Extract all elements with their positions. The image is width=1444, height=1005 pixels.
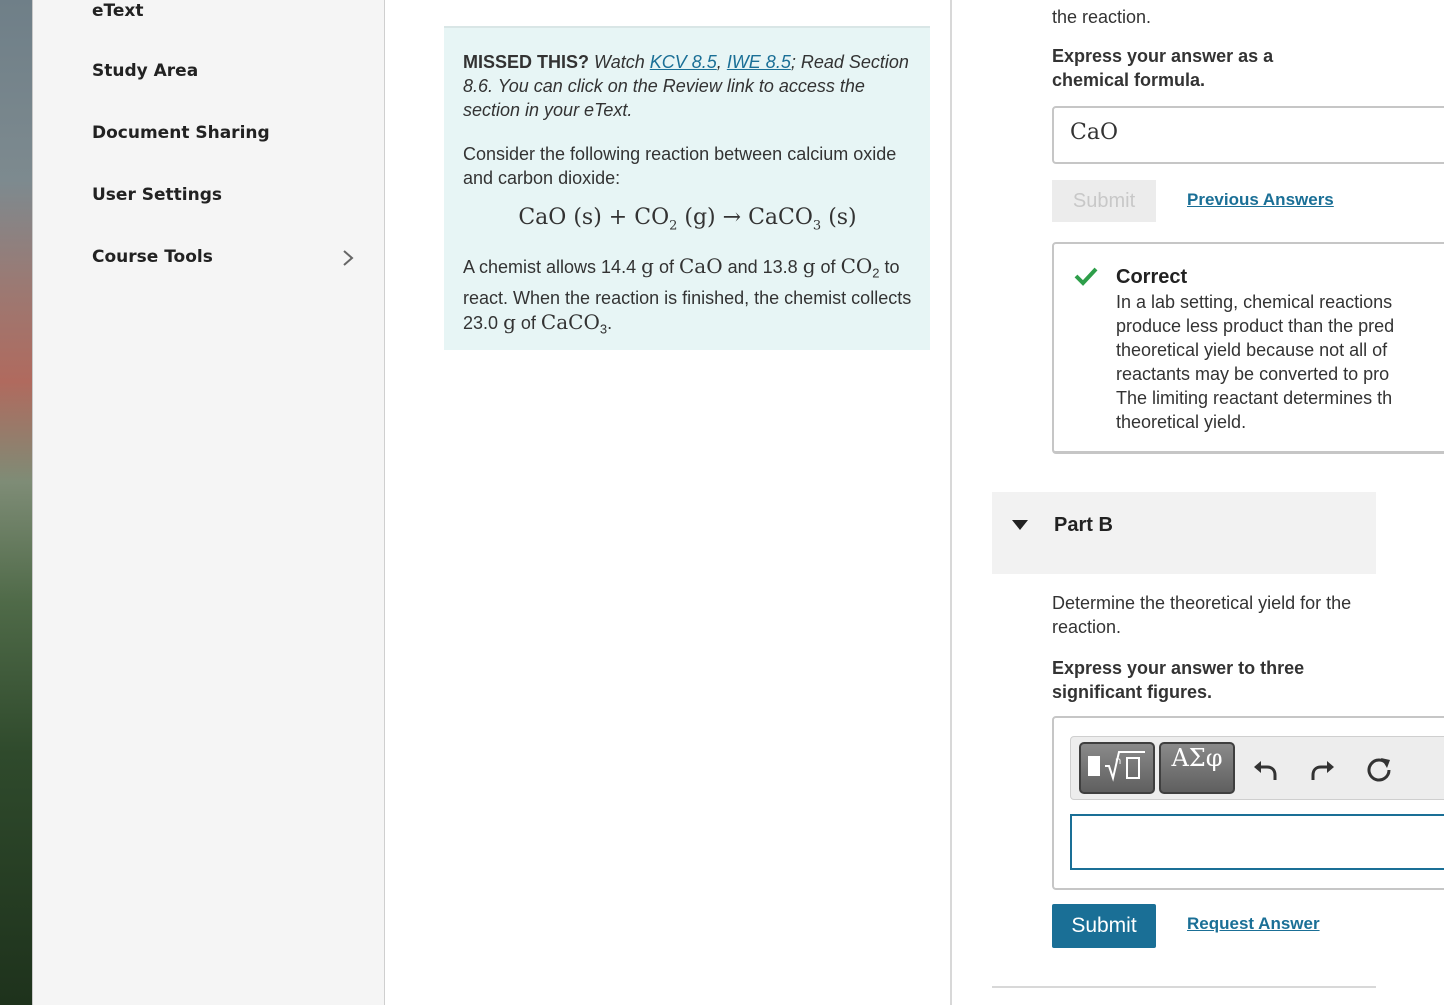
caret-down-icon[interactable] [1012,520,1028,530]
eq-reactant-co2: CO [634,205,670,230]
eq-arrow: → [722,205,742,230]
undo-icon[interactable] [1251,755,1279,783]
feedback-line: theoretical yield. [1116,412,1247,432]
stmt-end: . [607,312,613,333]
problem-intro-box [444,26,930,350]
part-b-header[interactable] [992,492,1376,574]
stmt-unit-g1: g [641,254,654,279]
feedback-line: produce less product than the pred [1116,316,1395,336]
math-answer-editor [1052,716,1444,890]
eq-state-1: (s) [573,205,602,230]
sidebar-item-document-sharing[interactable]: Document Sharing [92,123,270,143]
sidebar [33,0,385,1005]
stmt-co2-subscript: 2 [872,265,880,281]
feedback-line: reactants may be converted to pro [1116,364,1390,384]
stmt-text-5: to react. When the reaction is finished, the chemist collects 23.0 [463,257,912,333]
stmt-text-6: of [520,312,536,333]
missed-this-label: MISSED THIS? [463,52,590,72]
eq-co2-subscript: 2 [669,218,678,234]
part-b-answer-input[interactable] [1070,814,1444,870]
eq-caco3-subscript: 3 [812,218,822,234]
part-b-question: Determine the theoretical yield for the reaction. [1052,593,1352,637]
problem-statement [463,254,912,341]
stmt-co2: CO [840,254,873,279]
feedback-line: The limiting reactant determines th [1116,388,1393,408]
part-a-instruction: Express your answer as a chemical formula. [1052,46,1274,90]
stmt-text-2: of [658,257,674,278]
iwe-link[interactable]: IWE 8.5 [726,52,791,72]
sidebar-item-course-tools[interactable]: Course Tools [92,247,213,267]
part-a-question-tail: the reaction. [1052,7,1152,27]
watch-text: Watch [594,52,645,72]
feedback-line: theoretical yield because not all of [1116,340,1388,360]
svg-text:n: n [1115,756,1122,767]
eq-product-caco3: CaCO [748,205,813,230]
previous-answers-link[interactable]: Previous Answers [1187,190,1334,209]
feedback-line: In a lab setting, chemical reactions [1116,292,1393,312]
eq-plus: + [608,205,628,230]
eq-reactant-cao: CaO [518,205,567,230]
kcv-link[interactable]: KCV 8.5 [649,52,717,72]
read-section-text: ; Read Section 8.6. You can click on the Review link to access the section in your eText. [463,52,909,120]
stmt-text-4: of [820,257,836,278]
feedback-title: Correct [1116,266,1188,288]
section-divider [992,986,1376,988]
templates-button[interactable] [1079,742,1155,794]
stmt-unit-g2: g [802,254,816,279]
missed-this-note [463,50,912,122]
fraction-radical-icon [1081,744,1153,792]
request-answer-link[interactable]: Request Answer [1187,914,1320,933]
desktop-background-strip [0,0,33,1005]
part-b-instruction: Express your answer to three significant figures. [1052,658,1305,702]
correct-feedback-panel [1052,242,1444,454]
part-b-title: Part B [1054,514,1113,536]
stmt-caco3-subscript: 3 [599,321,608,337]
part-b-submit-button[interactable]: Submit [1052,904,1156,948]
sidebar-item-etext[interactable]: eText [92,1,144,21]
column-divider [950,0,952,1005]
redo-icon[interactable] [1309,755,1337,783]
math-toolbar [1070,736,1444,800]
part-a-submit-button[interactable]: Submit [1052,180,1156,222]
feedback-body [1116,290,1444,434]
eq-state-3: (s) [828,205,857,230]
sidebar-item-user-settings[interactable]: User Settings [92,185,222,205]
stmt-cao: CaO [678,254,723,279]
stmt-caco3: CaCO [540,309,600,334]
stmt-text-3: and 13.8 [727,257,798,278]
problem-description: Consider the following reaction between calcium oxide and carbon dioxide: [463,144,897,188]
checkmark-icon [1074,266,1098,286]
part-a-answer-field[interactable]: CaO [1052,106,1444,164]
stmt-unit-g3: g [503,309,516,334]
link-separator: , [716,52,722,72]
chevron-right-icon[interactable] [339,248,357,268]
reaction-equation [463,206,912,238]
eq-state-2: (g) [684,205,716,230]
greek-symbols-button[interactable]: ΑΣφ [1159,742,1235,794]
reset-icon[interactable] [1365,755,1393,783]
stmt-text-1: A chemist allows 14.4 [463,257,637,278]
sidebar-item-study-area[interactable]: Study Area [92,61,199,81]
